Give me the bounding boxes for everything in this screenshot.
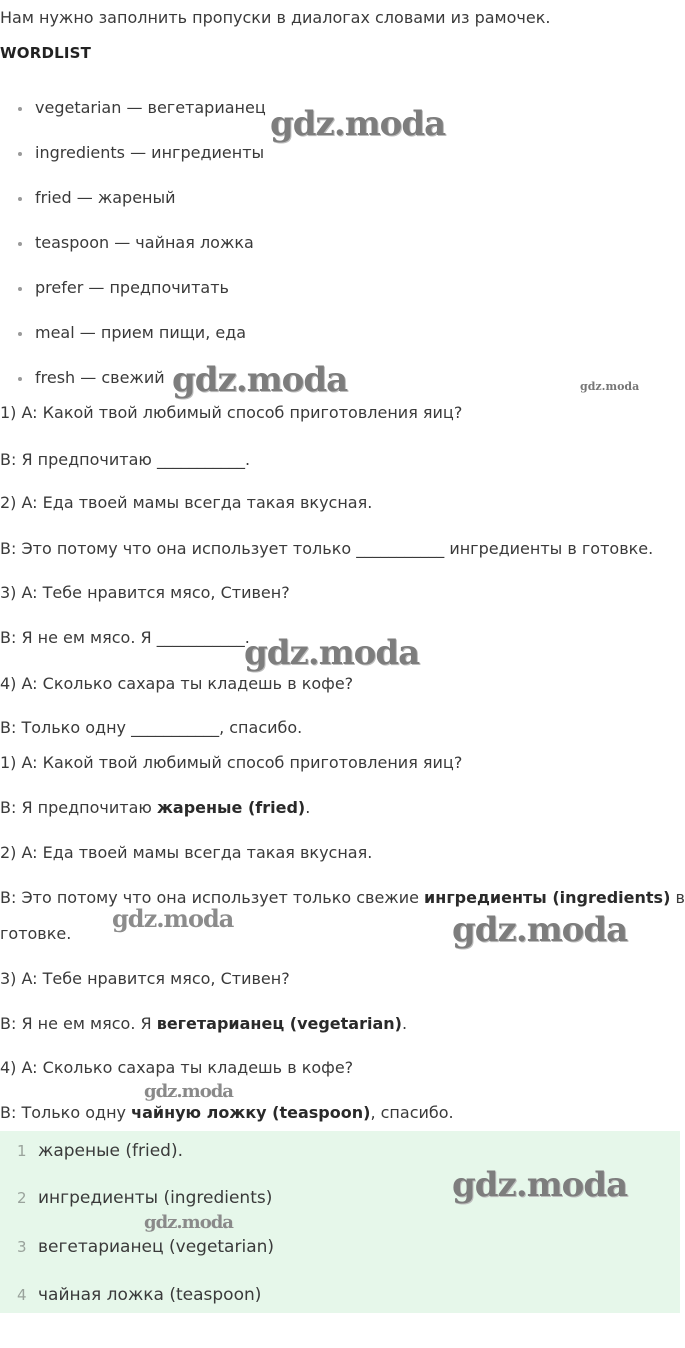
wordlist-title: WORDLIST [0,44,92,62]
solution-answer-4: B: Только одну чайную ложку (teaspoon), спасибо. [0,1103,454,1122]
solution-answer-2-continued: готовке. [0,924,72,943]
list-item: teaspoon — чайная ложка [18,232,254,254]
watermark-logo: gdz.moda [452,910,628,950]
bullet-icon [18,377,22,381]
list-item: vegetarian — вегетарианец [18,97,266,119]
watermark-logo: gdz.moda [270,104,446,144]
solution-question-2: 2) A: Еда твоей мамы всегда такая вкусная. [0,843,373,862]
task-question-2: 2) A: Еда твоей мамы всегда такая вкусная. [0,493,373,512]
bullet-icon [18,107,22,111]
task-question-4: 4) A: Сколько сахара ты кладешь в кофе? [0,674,354,693]
list-item: meal — прием пищи, еда [18,322,246,344]
bullet-icon [18,287,22,291]
watermark-logo: gdz.moda [172,360,348,400]
list-item: prefer — предпочитать [18,277,229,299]
watermark-logo: gdz.moda [144,1212,233,1233]
watermark-logo: gdz.moda [144,1081,233,1102]
list-item: fried — жареный [18,187,176,209]
bullet-icon [18,332,22,336]
solution-question-4: 4) A: Сколько сахара ты кладешь в кофе? [0,1058,354,1077]
task-answer-1: B: Я предпочитаю ___________. [0,450,251,469]
solution-question-1: 1) A: Какой твой любимый способ приготовления яиц? [0,753,463,772]
answers-box: 1 жареные (fried). 2 ингредиенты (ingredients) 3 вегетарианец (vegetarian) 4 чайная ложка (teaspoon) [0,1131,680,1313]
bullet-icon [18,242,22,246]
bullet-icon [18,197,22,201]
task-answer-2: B: Это потому что она использует только ___________ ингредиенты в готовке. [0,539,654,558]
solution-answer-1: B: Я предпочитаю жареные (fried). [0,798,311,817]
watermark-logo: gdz.moda [452,1165,628,1205]
list-item: fresh — свежий [18,367,165,389]
watermark-logo: gdz.moda [244,633,420,673]
intro-text: Нам нужно заполнить пропуски в диалогах словами из рамочек. [0,8,551,27]
task-answer-3: B: Я не ем мясо. Я ___________. [0,628,250,647]
task-question-3: 3) A: Тебе нравится мясо, Стивен? [0,583,290,602]
bullet-icon [18,152,22,156]
task-question-1: 1) A: Какой твой любимый способ приготовления яиц? [0,403,463,422]
solution-answer-3: B: Я не ем мясо. Я вегетарианец (vegetarian). [0,1014,408,1033]
task-answer-4: B: Только одну ___________, спасибо. [0,718,303,737]
watermark-logo: gdz.moda [112,904,234,933]
solution-answer-2: B: Это потому что она использует только свежие ингредиенты (ingredients) в [0,888,685,907]
solution-question-3: 3) A: Тебе нравится мясо, Стивен? [0,969,290,988]
watermark-logo: gdz.moda [580,380,640,393]
list-item: ingredients — ингредиенты [18,142,264,164]
